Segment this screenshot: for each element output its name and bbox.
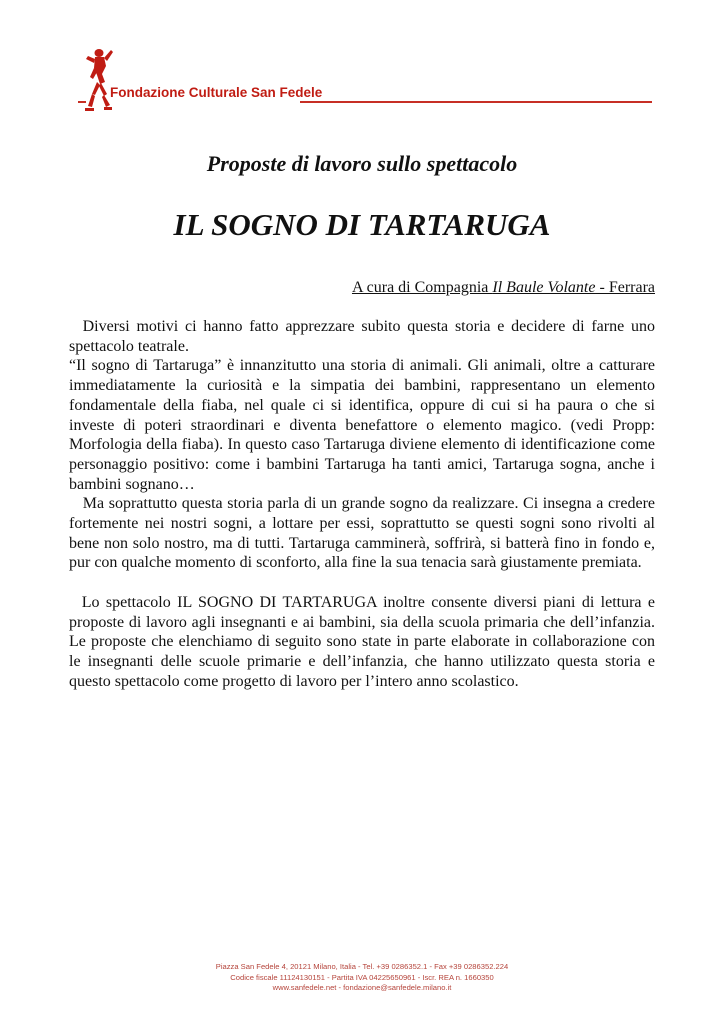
header-rule-left — [78, 101, 86, 103]
credit-prefix: A cura di Compagnia — [351, 279, 493, 296]
credit-suffix: - Ferrara — [595, 279, 655, 296]
organization-name: Fondazione Culturale San Fedele — [110, 85, 323, 100]
body-text — [69, 317, 655, 691]
paragraph: Lo spettacolo IL SOGNO DI TARTARUGA inoltre consente diversi piani di lettura e proposte di lavoro agli insegnanti e ai bambini, sia della scuola primaria che dell’infanzia. Le proposte che elenchiamo di seguito sono state in parte elaborate in collaborazione con le insegnanti delle scuole primarie e dell’infanzia, che hanno utilizzato questa storia e questo spettacolo come progetto di lavoro per l’intero anno scolastico. — [69, 593, 655, 690]
paragraph: “Il sogno di Tartaruga” è innanzitutto una storia di animali. Gli animali, oltre a catturare immediatamente la curiosità e la simpatia dei bambini, rappresentano un elemento fondamentale della fiaba, nel quale ci si identifica, oppure di cui si ha paura o che si investe di poteri straordinari e diventa benefattore o elemento magico. (vedi Propp: Morfologia della fiaba). In questo caso Tartaruga diviene elemento di identificazione come personaggio positivo: come i bambini Tartaruga ha tanti amici, Tartaruga sogna, anche i bambini sognano… — [69, 357, 655, 493]
footer-address: Piazza San Fedele 4, 20121 Milano, Italia - Tel. +39 0286352.1 - Fax +39 0286352.224 — [215, 962, 509, 971]
header-rule — [300, 101, 652, 103]
red-dancing-figure-logo-icon — [80, 44, 114, 114]
document-title: IL SOGNO DI TARTARUGA — [173, 207, 551, 242]
footer-tax-info: Codice fiscale 11124130151 - Partita IVA 04225650961 - Iscr. REA n. 1660350 — [230, 972, 494, 982]
letterhead-footer — [0, 962, 724, 994]
footer-contacts: www.sanfedele.net - fondazione@sanfedele.milano.it — [272, 983, 452, 993]
letterhead — [78, 42, 654, 122]
paragraph: Diversi motivi ci hanno fatto apprezzare subito questa storia e decidere di farne uno spettacolo teatrale. — [69, 318, 655, 355]
paragraph: Ma soprattutto questa storia parla di un grande sogno da realizzare. Ci insegna a credere fortemente nei nostri sogni, a lottare per essi, soprattutto se questi sogni sono rivolti al bene non solo nostro, ma di tutti. Tartaruga camminerà, soffrirà, si batterà fino in fondo e, pur con qualche momento di sconforto, alla fine la sua tenacia sarà giustamente premiata. — [69, 495, 655, 572]
credit-line — [352, 279, 655, 297]
credit-company: Il Baule Volante — [492, 279, 596, 296]
document-subtitle: Proposte di lavoro sullo spettacolo — [206, 151, 518, 176]
